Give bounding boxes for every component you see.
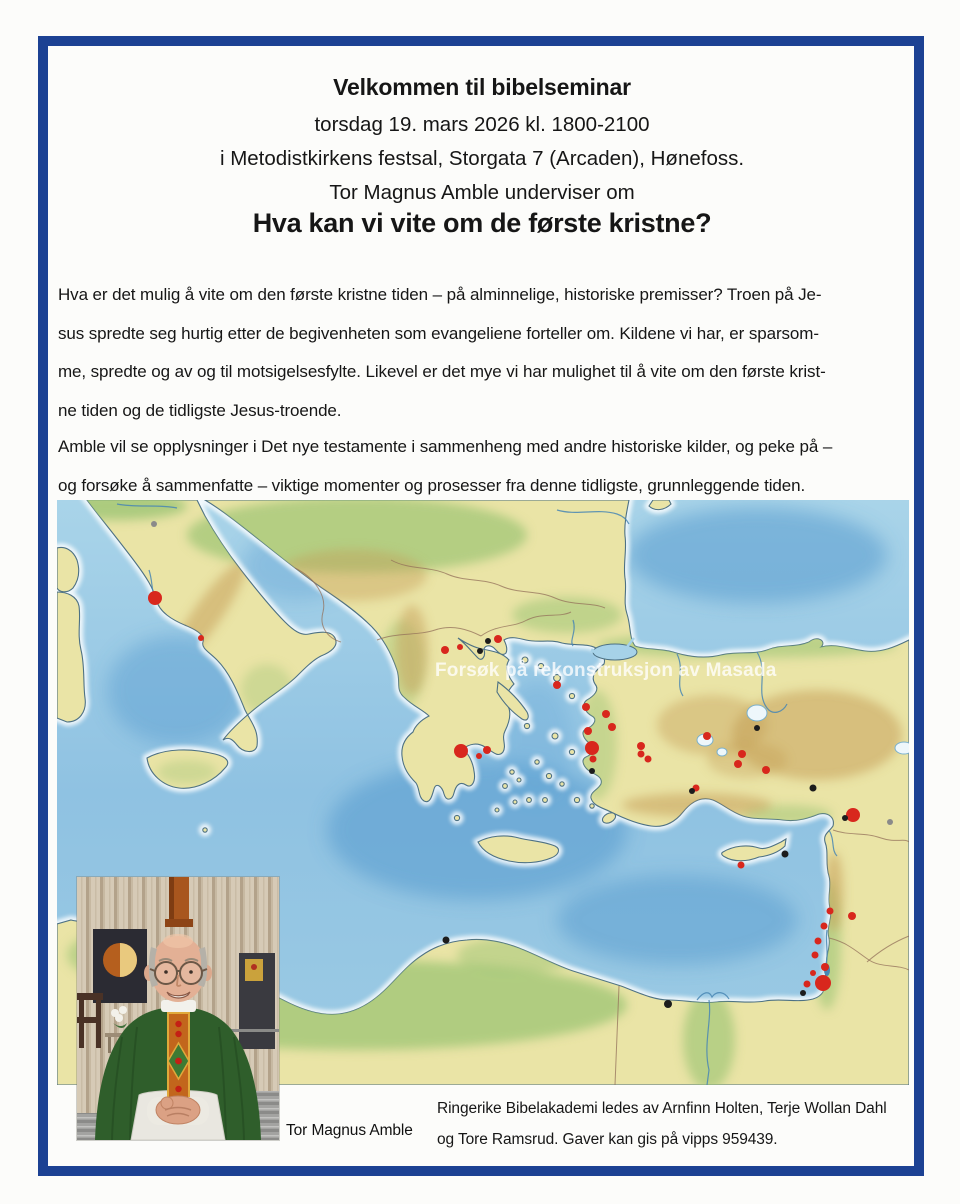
session-datetime: torsdag 19. mars 2026 kl. 1800-2100	[314, 113, 650, 136]
city-marker	[815, 975, 831, 991]
city-marker	[443, 937, 450, 944]
presenter-line: Tor Magnus Amble underviser om	[329, 181, 635, 204]
city-marker	[842, 815, 848, 821]
city-marker	[457, 644, 463, 650]
presenter-photo-illustration	[77, 877, 279, 1140]
city-marker	[454, 744, 468, 758]
footer-line: Ringerike Bibelakademi ledes av Arnfinn Holten, Terje Wollan Dahl	[437, 1100, 887, 1117]
city-marker	[812, 952, 819, 959]
city-marker	[198, 635, 204, 641]
footer-line: og Tore Ramsrud. Gaver kan gis på vipps 959439.	[437, 1131, 778, 1148]
city-marker	[821, 963, 829, 971]
city-marker	[734, 760, 742, 768]
city-marker	[553, 681, 561, 689]
paragraph-line: me, spredte og av og til motsigelsesfylte. Likevel er det mye vi har mulighet til å vite om den første krist-	[58, 362, 826, 381]
details-paragraph	[58, 428, 918, 505]
intro-paragraph	[58, 276, 918, 430]
city-marker	[589, 768, 595, 774]
city-marker	[800, 990, 806, 996]
city-marker	[582, 703, 590, 711]
city-marker	[848, 912, 856, 920]
presenter-photo	[77, 877, 279, 1140]
city-marker	[590, 756, 597, 763]
city-marker	[441, 646, 449, 654]
city-marker	[810, 970, 816, 976]
city-marker	[608, 723, 616, 731]
city-marker	[887, 819, 893, 825]
city-marker	[762, 766, 770, 774]
footer-org-text	[437, 1093, 887, 1155]
city-marker	[148, 591, 162, 605]
city-marker	[494, 635, 502, 643]
city-marker	[754, 725, 760, 731]
paragraph-line: ne tiden og de tidligste Jesus-troende.	[58, 400, 342, 420]
city-marker	[827, 908, 834, 915]
city-marker	[638, 751, 645, 758]
priest-orphrey-band	[168, 1013, 189, 1105]
city-marker	[585, 741, 599, 755]
main-heading: Hva kan vi vite om de første kristne?	[252, 208, 712, 238]
priest-hands	[156, 1096, 200, 1124]
city-marker	[782, 851, 789, 858]
map-overlay-caption: Forsøk på rekonstruksjon av Masada	[435, 660, 777, 681]
city-marker	[584, 727, 592, 735]
city-marker	[689, 788, 695, 794]
city-marker	[846, 808, 860, 822]
city-marker	[810, 785, 817, 792]
city-marker	[738, 750, 746, 758]
paragraph-line: Hva er det mulig å vite om den første kristne tiden – på alminnelige, historiske premisser? Troen på Je-	[58, 285, 822, 304]
city-marker	[703, 732, 711, 740]
city-marker	[476, 753, 482, 759]
paragraph-line: og forsøke å sammenfatte – viktige momenter og prosesser fra denne tidligste, grunnleggende tiden.	[58, 475, 806, 495]
city-marker	[602, 710, 610, 718]
city-marker	[821, 923, 828, 930]
city-marker	[804, 981, 811, 988]
photo-caption: Tor Magnus Amble	[286, 1122, 413, 1139]
session-location: i Metodistkirkens festsal, Storgata 7 (Arcaden), Hønefoss.	[219, 147, 745, 170]
city-marker	[738, 862, 745, 869]
city-marker	[637, 742, 645, 750]
city-marker	[664, 1000, 672, 1008]
city-marker	[483, 746, 491, 754]
city-marker	[485, 638, 491, 644]
city-marker	[477, 648, 483, 654]
city-marker	[151, 521, 157, 527]
flyer-title: Velkommen til bibelseminar	[333, 74, 631, 100]
paragraph-line: sus spredte seg hurtig etter de begivenheten som evangeliene forteller om. Kildene vi har, er sparsom-	[58, 323, 819, 343]
city-marker	[645, 756, 652, 763]
city-marker	[815, 938, 822, 945]
paragraph-line: Amble vil se opplysninger i Det nye testamente i sammenheng med andre historiske kilder, og peke på –	[58, 437, 833, 456]
photo-background-pipe	[165, 877, 193, 927]
